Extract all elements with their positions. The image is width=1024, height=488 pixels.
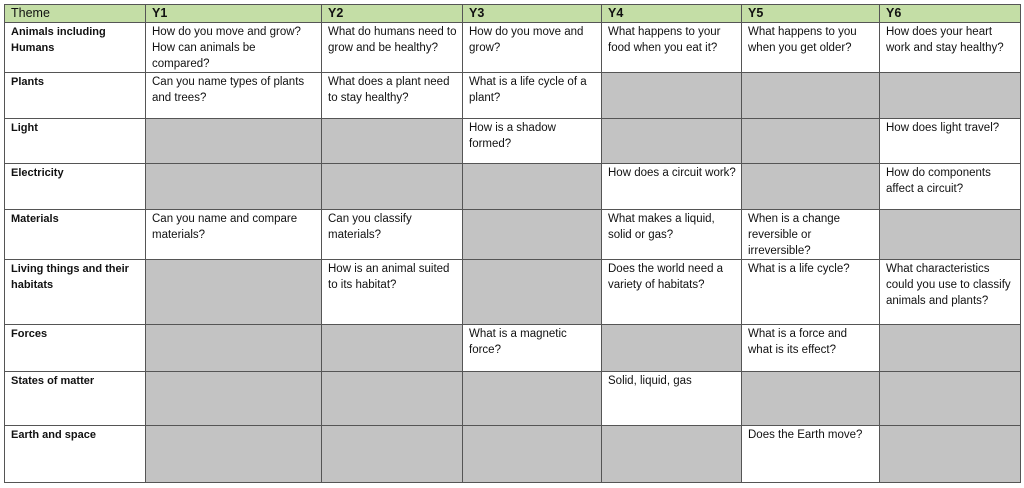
question-cell: How does a circuit work? — [602, 164, 742, 210]
empty-cell — [322, 119, 463, 164]
empty-cell — [322, 372, 463, 426]
question-cell: How does your heart work and stay healthy? — [880, 23, 1021, 73]
question-cell: What is a force and what is its effect? — [742, 325, 880, 372]
theme-cell: Earth and space — [5, 426, 146, 483]
empty-cell — [742, 164, 880, 210]
theme-cell: Electricity — [5, 164, 146, 210]
year-column-header: Y3 — [463, 5, 602, 23]
science-themes-table — [4, 4, 1021, 483]
year-column-header: Y1 — [146, 5, 322, 23]
empty-cell — [602, 73, 742, 119]
question-cell: How is an animal suited to its habitat? — [322, 260, 463, 325]
question-cell: What does a plant need to stay healthy? — [322, 73, 463, 119]
empty-cell — [880, 372, 1021, 426]
empty-cell — [146, 426, 322, 483]
empty-cell — [602, 426, 742, 483]
question-cell: How do you move and grow? — [463, 23, 602, 73]
empty-cell — [742, 73, 880, 119]
empty-cell — [146, 260, 322, 325]
year-column-header: Y6 — [880, 5, 1021, 23]
question-cell: How do components affect a circuit? — [880, 164, 1021, 210]
question-cell: When is a change reversible or irreversible? — [742, 210, 880, 260]
table-row — [5, 210, 1021, 260]
year-column-header: Y5 — [742, 5, 880, 23]
question-cell: Does the Earth move? — [742, 426, 880, 483]
empty-cell — [322, 325, 463, 372]
table-row — [5, 260, 1021, 325]
empty-cell — [880, 426, 1021, 483]
empty-cell — [146, 164, 322, 210]
empty-cell — [146, 325, 322, 372]
table-row — [5, 164, 1021, 210]
question-cell: Can you classify materials? — [322, 210, 463, 260]
question-cell: What is a magnetic force? — [463, 325, 602, 372]
theme-cell: Materials — [5, 210, 146, 260]
empty-cell — [322, 164, 463, 210]
theme-cell: Forces — [5, 325, 146, 372]
question-cell: What is a life cycle? — [742, 260, 880, 325]
question-cell: What is a life cycle of a plant? — [463, 73, 602, 119]
theme-cell: Plants — [5, 73, 146, 119]
empty-cell — [463, 210, 602, 260]
question-cell: How does light travel? — [880, 119, 1021, 164]
theme-column-header: Theme — [5, 5, 146, 23]
theme-cell: Light — [5, 119, 146, 164]
empty-cell — [146, 119, 322, 164]
question-cell: How do you move and grow? How can animals be compared? — [146, 23, 322, 73]
table-row — [5, 372, 1021, 426]
question-cell: Can you name and compare materials? — [146, 210, 322, 260]
question-cell: What do humans need to grow and be healthy? — [322, 23, 463, 73]
table-row — [5, 23, 1021, 73]
year-column-header: Y2 — [322, 5, 463, 23]
empty-cell — [463, 372, 602, 426]
theme-cell: Animals including Humans — [5, 23, 146, 73]
empty-cell — [463, 426, 602, 483]
empty-cell — [463, 260, 602, 325]
question-cell: What makes a liquid, solid or gas? — [602, 210, 742, 260]
empty-cell — [602, 325, 742, 372]
table-header-row — [5, 5, 1021, 23]
table-row — [5, 325, 1021, 372]
question-cell: Solid, liquid, gas — [602, 372, 742, 426]
question-cell: How is a shadow formed? — [463, 119, 602, 164]
empty-cell — [146, 372, 322, 426]
question-cell: What happens to your food when you eat it? — [602, 23, 742, 73]
question-cell: Does the world need a variety of habitats? — [602, 260, 742, 325]
empty-cell — [463, 164, 602, 210]
year-column-header: Y4 — [602, 5, 742, 23]
table-row — [5, 73, 1021, 119]
question-cell: Can you name types of plants and trees? — [146, 73, 322, 119]
empty-cell — [322, 426, 463, 483]
question-cell: What happens to you when you get older? — [742, 23, 880, 73]
empty-cell — [742, 119, 880, 164]
empty-cell — [880, 325, 1021, 372]
table-row — [5, 426, 1021, 483]
empty-cell — [602, 119, 742, 164]
theme-cell: Living things and their habitats — [5, 260, 146, 325]
question-cell: What characteristics could you use to classify animals and plants? — [880, 260, 1021, 325]
table-row — [5, 119, 1021, 164]
empty-cell — [880, 210, 1021, 260]
empty-cell — [742, 372, 880, 426]
theme-cell: States of matter — [5, 372, 146, 426]
empty-cell — [880, 73, 1021, 119]
